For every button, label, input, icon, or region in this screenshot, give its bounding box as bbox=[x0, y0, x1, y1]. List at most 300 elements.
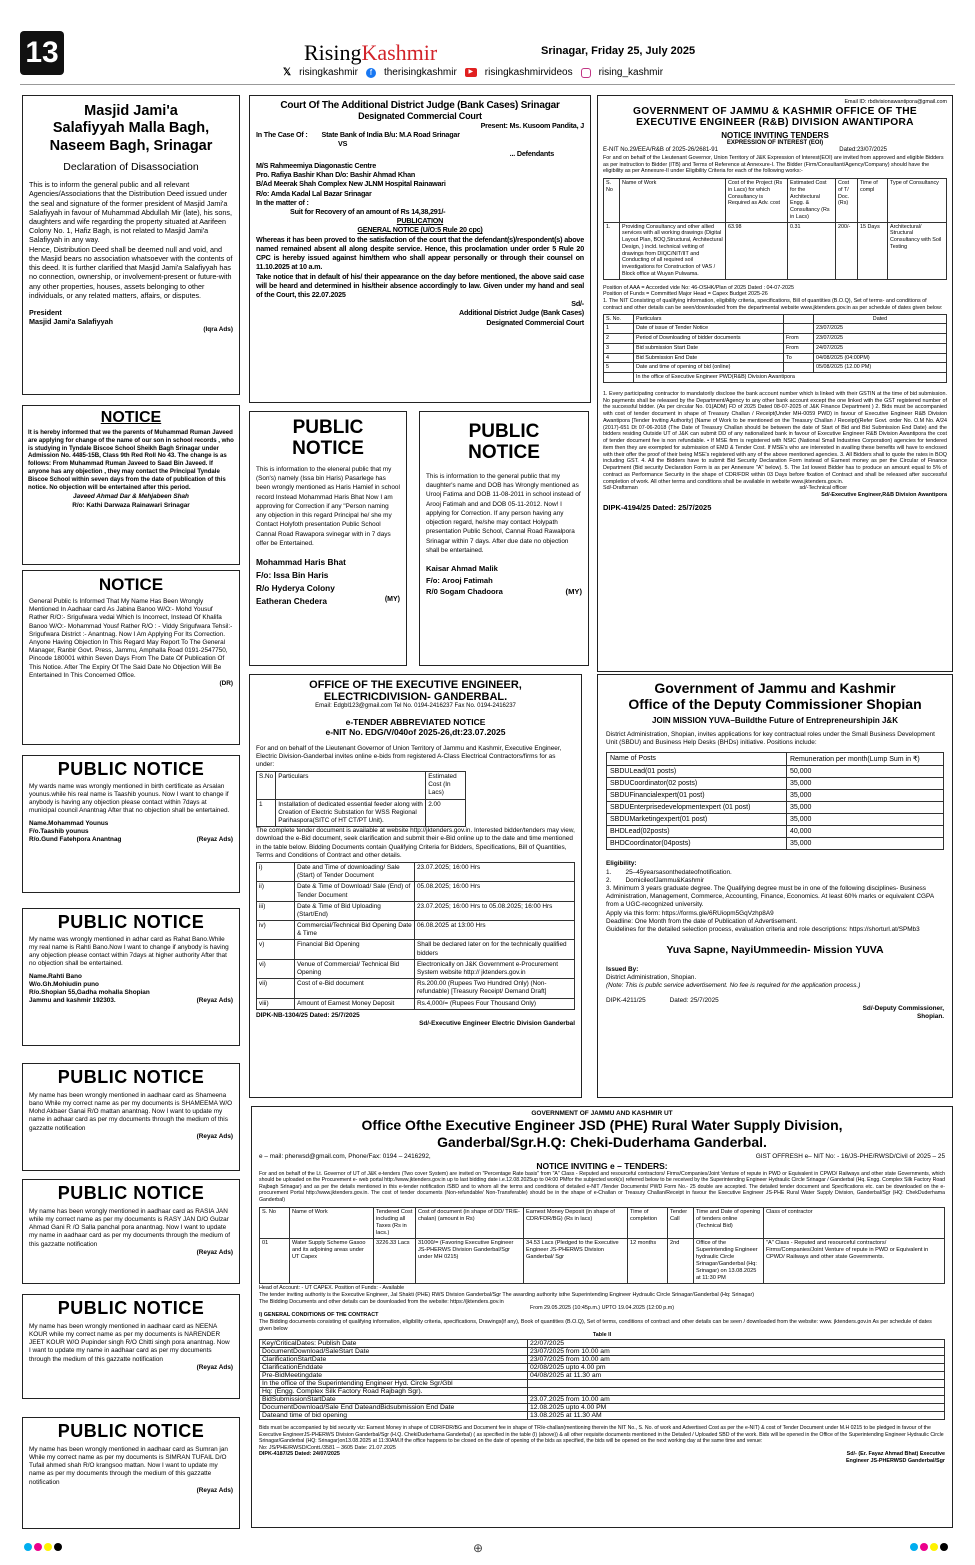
table-row bbox=[260, 1356, 945, 1364]
court-matter: In the matter of : bbox=[256, 197, 309, 207]
table-cell: 35,000 bbox=[787, 838, 944, 850]
son-notice-sign-2: F/o: Issa Bin Haris bbox=[256, 570, 329, 581]
ad-court-notice bbox=[249, 95, 591, 403]
court-line-2: Pro. Rafiya Bashir Khan D/o: Bashir Ahmad Khan bbox=[256, 170, 416, 180]
table-cell: 200/- bbox=[836, 222, 858, 279]
rnb-sign-3: Sd/-Executive Engineer,R&B Division Awantipora bbox=[821, 492, 947, 498]
table-cell: SBDULead(01 posts) bbox=[607, 766, 787, 778]
rnb-dated: Dated:23/07/2025 bbox=[839, 147, 887, 154]
phe-dates-table bbox=[259, 1339, 945, 1420]
brand-rising: Rising bbox=[304, 40, 362, 65]
electric-td-cost: 2.00 bbox=[426, 799, 466, 827]
table-cell: 0.31 bbox=[788, 222, 836, 279]
phe-footer: Bids must be accompanied by bid security viz: Earnest Money in shape of CDR/FDR/BG and Document fee in shape of TR/e-challan(mentioning therein the NIT No., S. No. of work and Advertised Cost as per the e-NIT) & cost of Tender Document under M.H 0215 to be pledged in favour of the Executive EngineerJS-PHERWS Division Ganderbal/Sgr (H.Q. ChekiDuderhama Ganderbal) ( as specified in the table (I) (above)) & all other requisite documents mentioned in the Detailed / Uploaded SBD of the work. Bids will be opened in the Office of the Superintending Engineer Hydraulic Circle Srinagar/Ganderbal (HQ: Srinagar)on13.08.2025 at 11:30AM.If the office happens to be closed on the date of opening of the bids as specified, the bids will be opened on the next working day at the same time and venue: bbox=[259, 1425, 944, 1445]
table-row bbox=[257, 921, 575, 940]
pn1-body: My wards name was wrongly mentioned in birth certificate as Arsalan younus.while his real name is Taashib younus. Now I want to change if anybody is having any objection please contact within 7days at municipal council Anantnag After that no objection shall be entertained. bbox=[29, 782, 230, 815]
table-cell: To bbox=[784, 353, 814, 363]
table-cell: Time of completion bbox=[628, 1208, 668, 1239]
table-row bbox=[260, 1404, 945, 1412]
shopian-intro: District Administration, Shopian, invites applications for key contractual roles under the Small Business Development Unit (SBDU) and Business Help Desks (BHDs) initiative. Positions include: bbox=[606, 731, 935, 747]
pn6-body: My name has been wrongly mentioned in aadhaar card as Sumran jan While my correct name as per my documents is SIMRAN TUFAIL D/O Tufail ahmed shah R/O krangsoo mattan. Now I want to update my name as per my documents through the medium of this gazzatte notification bbox=[29, 1445, 228, 1486]
social-facebook[interactable]: therisingkashmir bbox=[383, 67, 457, 78]
table-cell: 1 bbox=[604, 324, 634, 334]
table-cell: 04/08/2025 (04:00PM) bbox=[814, 353, 947, 363]
court-line-1: M/S Rahmeemiya Diagonastic Centre bbox=[256, 160, 377, 170]
table-cell: Date and Time of downloading/ Sale (Start) of Tender Document bbox=[295, 862, 415, 881]
masjid-sign-2: Masjid Jami'a Salafiyyah bbox=[29, 317, 114, 327]
table-cell: Architectural/ Structural Consultancy with Soil Testing bbox=[888, 222, 947, 279]
phe-title-2: Ganderbal/Sgr.H.Q: Cheki-Duderhama Ganderbal. bbox=[437, 1133, 767, 1150]
table-cell: Period of Downloading of bidder documents bbox=[634, 334, 784, 344]
phe-bidding: The Bidding Documents and other details can be downloaded from the website: https://jktenders.gov.in bbox=[259, 1298, 504, 1305]
facebook-icon: f bbox=[366, 68, 376, 78]
electric-td-work: Installation of dedicated essential feeder along with Creation of Electric Substation for WSS Regional Parihaspora(SITC of HT CT/PT Unit). bbox=[276, 799, 426, 827]
table-row bbox=[257, 882, 575, 901]
ad-school-name-notice bbox=[22, 405, 240, 565]
electric-title-2: ELECTRICDIVISION- GANDERBAL. bbox=[323, 691, 508, 703]
table-row bbox=[260, 1340, 945, 1348]
shopian-dipk: DIPK-4211/25 bbox=[606, 996, 646, 1004]
table-cell: Pre-BidMeetingdate bbox=[260, 1372, 528, 1380]
social-instagram[interactable]: rising_kashmir bbox=[598, 67, 664, 78]
daughter-notice-ads: (MY) bbox=[565, 587, 582, 597]
phe-work-table bbox=[259, 1207, 945, 1284]
table-cell: 50,000 bbox=[787, 766, 944, 778]
pn3-ads: (Reyaz Ads) bbox=[196, 1132, 233, 1140]
court-sign-2: Designated Commercial Court bbox=[486, 317, 584, 327]
ad-shopian-mission-yuva bbox=[597, 674, 953, 1098]
court-suit: Suit for Recovery of an amount of Rs 14,38,291/- bbox=[290, 206, 446, 216]
rnb-notes: 1. Every participating contractor to mandatorily disclose the bank account number which is linked with their GSTIN at the time of bid submission. No payments shall be released by the Department/Agency to any other bank account except the one linked with the GST registered number of the successful bidder. (As per circular No. 01(ADM) FD of 2025 Dated 08-07-2025 of J&K Finance Department ) 2. Bids must be accompanied with cost of tender document in shape of Treasury Challan / Receipt(Under MH-0059 PWD) in favour of Executive Engineer R&B Division Awantipora [Tender Inviting Authority] (Name of Work to be mentioned on the Treasury Challan / Receipt)(Refer Govt. order No. O.M No. A/24 (2017)-651 Dt 07-06-2018 (The Date of Treasury Challan should be between the date of Start of Bid and Bid Submission End Date) and the bidders residing Outside UT of J&K can submit DD of any nationalized bank in favour of Executive Engineer R&B Division Awantipora the cost of tender document fee is non refundable. • If MSE firm is registered with NSIC (National Small Industries Corporation) agencies for tendered item then they are exempted for submission of EMD & Tender Cost. If MSE's who are interested in availing these benefits will have to enclosed with their offer the proof of their being MSE's registered with any of the above mentioned agencies. 3. All Bidders shall to quote the rates in BOQ including GST. 4. All the Bidders have to submit Bid Security Declaration Form instead of Earnest money as per the Circular of Finance Department (Bid security Declaration Form is as per Annexure "A" below). 5. The 1st lowest Bidder has to produce an amount equal to 5% of contract as Performance Security in the shape of CDR/FDR within 03 Days before fixation of Contract and shall be released after successful completion of work. All other terms and conditions shall be available in website www.jktenders.gov.in. bbox=[603, 390, 947, 485]
table-cell: 63.98 bbox=[726, 222, 788, 279]
son-notice-ads: (MY) bbox=[384, 595, 400, 603]
table-cell: iii) bbox=[257, 901, 295, 920]
table-cell: Venue of Commercial/ Technical Bid Opening bbox=[295, 959, 415, 978]
table-cell: In the office of the Superintending Engineer Hyd. Circle Sgr/Gbl bbox=[260, 1380, 528, 1388]
shopian-deadline: Deadline: One Month from the date of Publication of Advertisement. bbox=[606, 917, 798, 925]
electric-title-1: OFFICE OF THE EXECUTIVE ENGINEER, bbox=[309, 679, 522, 691]
table-cell: SBDUMarketingexpert(01 post) bbox=[607, 814, 787, 826]
ad-electric-division-tender bbox=[249, 674, 582, 1098]
ad-aadhaar-notice bbox=[22, 570, 240, 745]
table-cell: iv) bbox=[257, 921, 295, 940]
aadhaar-notice-ads: (DR) bbox=[219, 679, 233, 687]
table-cell: viii) bbox=[257, 998, 295, 1009]
table-cell: BHDLead(02posts) bbox=[607, 826, 787, 838]
pn4-ads: (Reyaz Ads) bbox=[196, 1248, 233, 1256]
table-cell: 35,000 bbox=[787, 802, 944, 814]
phe-gc-1: The Bidding documents consisting of qualifying information, eligibility criteria, specifications, Drawings(if any), Book of quantities (B.O.Q), Set of terms, conditions of contract and other details can be seen / downloaded from the website: www. jktenders.gov.in As per schedule of dates given below bbox=[259, 1318, 932, 1332]
table-cell: Shall be declared later on for the technically qualified bidders bbox=[415, 940, 575, 959]
table-cell: 23.07.2025 from 10.00 am bbox=[528, 1396, 945, 1404]
table-row bbox=[260, 1372, 945, 1380]
court-line-3: B/Ad Meerak Shah Complex New JLNM Hospital Rainawari bbox=[256, 179, 446, 189]
electric-sign: Sd/-Executive Engineer Electric Division Ganderbal bbox=[419, 1019, 575, 1027]
table-cell: ClarificationEnddate bbox=[260, 1364, 528, 1372]
pn2-body: My name was wrongly mentioned in adhar card as Rahat Bano.While my real name is Rahti Bano.Now I want to change if anybody is having any objection please contact within 7days at higher authority After that no objection shall be entertained. bbox=[29, 935, 229, 968]
pn2-sign-3: R/o.Shopian 55,Gadha mohalla Shopian bbox=[29, 988, 150, 996]
phe-email: e – mail: pherwsd@gmail.com, Phone/Fax: 0194 – 2416292, bbox=[259, 1152, 431, 1160]
table-cell: vii) bbox=[257, 979, 295, 998]
shopian-elig-2: 2. DomicileofJammu&Kashmir bbox=[606, 876, 705, 884]
ad-phe-ganderbal-tender bbox=[251, 1106, 953, 1528]
shopian-dated: Dated: 25/7/2025 bbox=[669, 996, 719, 1004]
table-cell: 23/07/2025 from 10.00 am bbox=[528, 1348, 945, 1356]
table-cell: 24/07/2025 bbox=[814, 343, 947, 353]
table-row bbox=[257, 901, 575, 920]
ad-public-notice-4 bbox=[22, 1179, 240, 1284]
table-cell: DocumentDownload/Sale End DateandBidsubmission End Date bbox=[260, 1404, 528, 1412]
table-cell: Providing Consultancy and other allied services with all working drawings (Digital Layout Plan, BOQ,Structural, Architectural Design, ) incld. technical vetting of drawings from DIQC/NIT/IIT and Conducting of all required soil investigations for Construction of VAS / Block office at Wuyan Pulwama. bbox=[620, 222, 726, 279]
rnb-title-4: EXPRESSION OF INTEREST (EOI) bbox=[726, 139, 824, 146]
table-cell: S. No bbox=[260, 1208, 290, 1239]
table-cell: 3 bbox=[604, 343, 634, 353]
phe-authority: The tender inviting authority is the Executive Engineer, Jal Shakti (PHE) RWS Division Ganderbal/Sgr The awarding authority isthe Superintending Engineer Hydraulic Circle Srinagar/Ganderbal (Hq: Srinagar) bbox=[259, 1291, 755, 1298]
table-cell: 5 bbox=[604, 363, 634, 373]
table-row bbox=[607, 802, 944, 814]
table-cell: 22/07/2025 bbox=[528, 1340, 945, 1348]
shopian-apply[interactable]: Apply via this form: https://forms.gle/6RUiopm5GqVzhp8A9 bbox=[606, 909, 774, 917]
table-cell: 23/07/2025 bbox=[814, 324, 947, 334]
shopian-sign-2: Shopian. bbox=[917, 1013, 944, 1020]
phe-from: From 29.05.2025 (10:45p.m.) UPTO 19.04.2025 (12:00 p.m) bbox=[529, 1305, 675, 1312]
daughter-notice-title-1: PUBLIC bbox=[468, 421, 540, 442]
table-row bbox=[604, 363, 947, 373]
table-row bbox=[257, 940, 575, 959]
table-cell bbox=[784, 363, 814, 373]
table-cell: Date of issue of Tender Notice bbox=[634, 324, 784, 334]
table-cell: i) bbox=[257, 862, 295, 881]
aadhaar-notice-body: General Public Is Informed That My Name Has Been Wrongly Mentioned In Aadhaar card As Jabina Banoo W/O:- Mohd Yousuf Rather R/O:- Srigufwara vedai Which Is Incorrect, Instead Of Khalifa Banoo W/O:- Mohammad Yousf Rather R/O : - Viddy Srigufwara Tehsil:- Srigufwara District :- Anantnag. Now I Am Applying For Its Correction. Anyone Having Objection In This Regard May Report To The General Manager, Ranbir Govt. Press, Jammu, Amphalla Road 0191-2547750, Pincode 180001 within Seven Days From The Date Of Publication Of This Notice. After The Expiry Of The Said Date No Objection Will Be Entertained In This Concerned Office. bbox=[29, 598, 233, 679]
table-cell: Cost of e-Bid document bbox=[295, 979, 415, 998]
table-cell: 23/07/2025 bbox=[814, 334, 947, 344]
ad-public-notice-5 bbox=[22, 1294, 240, 1399]
table-cell: Cost of the Project (Rs in Lacs) for which Consultancy is Required as Adv. cost bbox=[726, 179, 788, 223]
table-cell: 4 bbox=[604, 353, 634, 363]
table-cell: 35,000 bbox=[787, 790, 944, 802]
table-row bbox=[260, 1348, 945, 1356]
table-cell: Time and Date of opening of tenders online (Technical Bid) bbox=[694, 1208, 764, 1239]
masjid-para-2: Hence, Distribution Deed shall be deemed null and void, and the Masjid bears no association whatsoever with the contents of this deed. It is further clarified that Masjid Jami'a Salafiyyah has no connection, ownership, or involvement-present or future-with any other properties, houses, assets belonging to other individuals, or any related matters, affairs, or disputes. bbox=[29, 244, 233, 300]
pn5-title: PUBLIC NOTICE bbox=[57, 1298, 205, 1318]
table-row bbox=[257, 862, 575, 881]
table-cell: 12 months bbox=[628, 1239, 668, 1284]
table-cell: 40,000 bbox=[787, 826, 944, 838]
table-cell: 15 Days bbox=[858, 222, 888, 279]
table-cell: Date & Time of Bid Uploading (Start/End) bbox=[295, 901, 415, 920]
shopian-issued: Issued By: bbox=[606, 966, 639, 974]
masjid-ads: (Iqra Ads) bbox=[203, 326, 233, 334]
court-party-1: State Bank of India B/u: M.A Road Srinagar bbox=[321, 130, 460, 140]
table-cell: 34.53 Lacs (Pledged to the Executive Engineer JS-PHERWS Division Ganderbal/ Sgr bbox=[524, 1239, 628, 1284]
masjid-title-3: Naseem Bagh, Srinagar bbox=[49, 137, 213, 154]
daughter-notice-sign-1: Kaisar Ahmad Malik bbox=[426, 564, 498, 574]
dateline: Srinagar, Friday 25, July 2025 bbox=[541, 45, 696, 57]
table-row bbox=[607, 826, 944, 838]
court-present: Present: Ms. Kusoom Pandita, J bbox=[480, 121, 584, 130]
table-cell: ii) bbox=[257, 882, 295, 901]
electric-dipk: DIPK-NB-1304/25 Dated: 25/7/2025 bbox=[256, 1011, 360, 1019]
table-cell: 12.08.2025 upto 4.00 PM bbox=[528, 1404, 945, 1412]
pn1-title: PUBLIC NOTICE bbox=[57, 759, 205, 779]
electric-td-sno: 1 bbox=[257, 799, 276, 827]
registration-cross-left: ⊕ bbox=[473, 1541, 484, 1555]
masjid-title-1: Masjid Jami'a bbox=[84, 103, 178, 119]
table-row bbox=[260, 1380, 945, 1388]
court-title-2: Designated Commercial Court bbox=[358, 111, 482, 121]
table-cell: Amount of Earnest Money Deposit bbox=[295, 998, 415, 1009]
table-cell: 04/08/2025 at 11.30 am bbox=[528, 1372, 945, 1380]
table-cell: In the office of Executive Engineer PWD(R&B) Division Awantipora bbox=[634, 373, 947, 383]
table-cell: Particulars bbox=[634, 314, 784, 324]
shopian-sign-1: Sd/-Deputy Commissioner, bbox=[862, 1004, 944, 1012]
table-cell: v) bbox=[257, 940, 295, 959]
pn2-sign-4: Jammu and kashmir 192303. bbox=[29, 997, 116, 1005]
shopian-elig-3: 3. Minimum 3 years graduate degree. The Qualifying degree must be in one of the following disciplines- Business Administration, Management, Commerce, Accounting, Finance, Economics. At least 60% marks or equivalent CGPA from a UGC-recognized university. bbox=[606, 884, 934, 909]
shopian-title-1: Government of Jammu and Kashmir bbox=[654, 680, 896, 696]
electric-th-particulars: Particulars bbox=[276, 772, 426, 800]
social-bar bbox=[283, 67, 663, 78]
pn1-sign-3: R/o.Gund Fatehpora Anantnag bbox=[29, 835, 122, 843]
school-notice-sign-1: Javeed Ahmad Dar & Mehjabeen Shah bbox=[73, 493, 189, 501]
phe-head-account: Head of Account: - UT CAPEX. Position of Funds: - Available bbox=[259, 1285, 405, 1292]
table-cell: BHDCoordinator(04posts) bbox=[607, 838, 787, 850]
table-cell: 23/07/2025 from 10.00 am bbox=[528, 1356, 945, 1364]
rnb-email: Email ID: rbdivisionawantipora@gmail.com bbox=[844, 99, 947, 105]
table-cell: 02/08/2025 upto 4.00 pm bbox=[528, 1364, 945, 1372]
table-cell: Key/CriticalDates: Publish Date bbox=[260, 1340, 528, 1348]
shopian-note: (Note: This is public service advertisement. No fee is required for the application process.) bbox=[606, 982, 861, 990]
table-row bbox=[260, 1208, 945, 1239]
court-title-1: Court Of The Additional District Judge (Bank Cases) Srinagar bbox=[280, 100, 560, 111]
court-sign-1: Additional District Judge (Bank Cases) bbox=[459, 308, 584, 318]
masjid-subtitle: Declaration of Disassociation bbox=[63, 161, 199, 174]
pn1-sign-2: F/o.Taashib younus bbox=[29, 827, 89, 835]
pn2-ads: (Reyaz Ads) bbox=[196, 997, 233, 1005]
table-row bbox=[604, 343, 947, 353]
table-cell: From bbox=[784, 343, 814, 353]
table-cell: Rs.4,000/= (Rupees Four Thousand Only) bbox=[415, 998, 575, 1009]
masjid-para-1: This is to inform the general public and all relevant Agencies/Associations that the Distribution Deed issued under the seal and signature of the former president of Masjid Jami'a Salafiyyah in favour of Muhammad Abdullah Mir (late), his sons, daughters and wife regarding the property situated at Aarifeen Colony No. 1, Hafiz Bagh, is not related to Masjid Jami'a Salafiyyah in any way. bbox=[29, 180, 232, 245]
table-cell: vi) bbox=[257, 959, 295, 978]
pn1-ads: (Reyaz Ads) bbox=[196, 835, 233, 843]
table-cell: S. No. bbox=[604, 314, 634, 324]
table-cell: 2 bbox=[604, 334, 634, 344]
electric-dates-table bbox=[256, 862, 575, 1010]
shopian-guidelines: Guidelines for the detailed selection process, evaluation criteria and role descriptions: https://shorturl.at/SPMb3 bbox=[606, 925, 920, 933]
daughter-notice-title-2: NOTICE bbox=[468, 441, 540, 463]
table-cell: Type of Consultancy bbox=[888, 179, 947, 223]
ad-public-notice-1 bbox=[22, 755, 240, 893]
school-notice-title: NOTICE bbox=[100, 409, 162, 426]
table-cell: Bid submission Start Date bbox=[634, 343, 784, 353]
electric-th-cost: Estimated Cost (In Lacs) bbox=[426, 772, 466, 800]
son-notice-sign-1: Mohammad Haris Bhat bbox=[256, 557, 346, 568]
phe-dipk: DIPK-4187/25 Dated: 24/07/2025 bbox=[259, 1451, 340, 1458]
table-cell: Commercial/Technical Bid Opening Date & Time bbox=[295, 921, 415, 940]
table-cell: Office of the Superintending Engineer hydraulic Circle Srinagar/Ganderbal (Hq: Srinagar) on 13.08.2025 at 11:30 PM bbox=[694, 1239, 764, 1284]
son-notice-title-2: NOTICE bbox=[292, 437, 364, 459]
son-notice-sign-4: Eatheran Chedera bbox=[256, 595, 328, 606]
masthead-rule bbox=[20, 84, 955, 85]
table-row bbox=[604, 222, 947, 279]
phe-title-1: Office Ofthe Executive Engineer JSD (PHE) Rural Water Supply Division, bbox=[361, 1117, 843, 1133]
phe-sign-1: Sd/- (Er. Fayaz Ahmad Bhat) Executive bbox=[846, 1451, 945, 1458]
table-cell: Estimated Cost for the Architectural Engg. & Consultancy (Rs in Lacs) bbox=[788, 179, 836, 223]
pn6-ads: (Reyaz Ads) bbox=[196, 1486, 233, 1494]
table-cell bbox=[784, 314, 814, 324]
table-cell: 05/08/2025 (12.00 PM) bbox=[814, 363, 947, 373]
social-x[interactable]: risingkashmir bbox=[299, 67, 358, 78]
rnb-position-1: Position of AAA = Accorded vide No: 46-OSHK/Plan of 2025 Dated : 04-07-2025 bbox=[603, 284, 795, 291]
table-cell: DocumentDownload/SaleStart Date bbox=[260, 1348, 528, 1356]
electric-th-sno: S.No bbox=[257, 772, 276, 800]
pn3-body: My name has been wrongly mentioned in aadhaar card as Shameena bano While my correct name as per my documents is SHAMEEMA W/O Mohd Akbaer Ganai R/O mattan anantnag. Now I want to update my name in adhaar card as per my documents through the medium of this gazzatte notification bbox=[29, 1091, 233, 1132]
rnb-nit: E-NIT No.29/EEA/R&B of 2025-26/2681-91 bbox=[603, 147, 718, 154]
table-cell: 1. bbox=[604, 222, 620, 279]
rnb-intro: For and on behalf of the Lieutenant Governor, Union Territory of J&K Expression of Interest(EOI) are invited from approved and eligible Bidders as per instruction to Bidder (ITB) and Terms of Reference at Annexure-I. The Bidder (Firm/Consultant/Agency/Company) should have the eligibility as per Annexure-II under Eligibility Criteria for each of the following works:- bbox=[603, 154, 944, 175]
court-defendants: ... Defendants bbox=[509, 148, 554, 158]
shopian-title-3: JOIN MISSION YUVA–Buildthe Future of Entrepreneurshipin J&K bbox=[652, 716, 898, 725]
ad-public-notice-3 bbox=[22, 1063, 240, 1171]
table-row bbox=[257, 979, 575, 998]
table-cell: Name of Work bbox=[290, 1208, 374, 1239]
phe-gc: I) GENERAL CONDITIONS OF THE CONTRACT bbox=[259, 1312, 379, 1319]
table-cell: 35,000 bbox=[787, 778, 944, 790]
ad-masjid-declaration bbox=[22, 95, 240, 395]
table-cell bbox=[528, 1380, 945, 1388]
pn4-body: My name has been wrongly mentioned in aadhaar card as RASIA JAN while my correct name as per my documents is RASY JAN D/O Gulzar Ahmad Gani R /O Salla panchal pora anantnag. Now I want to update my name in aadhaar card as per my documents through the medium of this gazzatte notification bbox=[29, 1207, 231, 1248]
table-row bbox=[607, 766, 944, 778]
table-row bbox=[604, 324, 947, 334]
court-body-1: Whereas it has been proved to the satisfaction of the court that the defendant(s)/respondent(s) above named remained absent all along despite service. Hence, this proclamation under order 5 Rule 20 CPC is hereby issued against him/them who shall appear personally or through their counsel on 11.10.2025 at 10 a.m. bbox=[256, 234, 584, 272]
pn4-title: PUBLIC NOTICE bbox=[57, 1183, 205, 1203]
shopian-slogan: Yuva Sapne, NayiUmmeedin- Mission YUVA bbox=[666, 944, 884, 957]
phe-no: No: JS/PHE/RWSD/Contt./3581 – 3605 Date: 21.07.2025 bbox=[259, 1444, 396, 1451]
pn5-body: My name has been wrongly mentioned in aadhaar card as NEENA KOUR while my correct name as per my documents is NARENDER JEET KOUR W/O Pupinder singh R/O Chitti singh pora anantnag. Now I want to update my name in aadhaar card as per my documents through the medium of this gazzatte notification bbox=[29, 1322, 230, 1363]
rnb-sign-2: sd/-Technical officer bbox=[799, 485, 847, 492]
school-notice-sign-2: R/o: Kathi Darwaza Rainawari Srinagar bbox=[72, 501, 190, 509]
table-cell: SBDUCoordinator(02 posts) bbox=[607, 778, 787, 790]
table-cell: Dated bbox=[814, 314, 947, 324]
rnb-title-1: GOVERNMENT OF JAMMU & KASHMIR OFFICE OF THE bbox=[633, 105, 917, 117]
table-cell bbox=[528, 1388, 945, 1396]
social-youtube[interactable]: risingkashmirvideos bbox=[484, 67, 573, 78]
son-notice-sign-3: R/o Hyderya Colony bbox=[256, 583, 335, 594]
table-cell: Hq: (Engg. Complex Silk Factory Road Rajbagh Sgr). bbox=[260, 1388, 528, 1396]
table-cell: Tendered Cost including all Taxes (Rs in lacs.) bbox=[374, 1208, 416, 1239]
phe-gist: GIST OFFRESH e– NIT No: - 16/JS-PHE/RWSD/Civil of 2025 – 25 bbox=[755, 1152, 945, 1160]
ad-rnb-awantipora-tender bbox=[597, 95, 953, 672]
phe-title-0: GOVERNMENT OF JAMMU AND KASHMIR UT bbox=[531, 1110, 673, 1117]
court-line-4: R/o: Amda Kadal Lal Bazar Srinagar bbox=[256, 188, 372, 198]
table-cell: 35,000 bbox=[787, 814, 944, 826]
table-cell: 23.07.2025; 16:00 Hrs bbox=[415, 862, 575, 881]
table-row bbox=[607, 778, 944, 790]
shopian-elig: Eligibility: bbox=[606, 860, 637, 868]
table-cell: 06.08.2025 at 13:00 Hrs bbox=[415, 921, 575, 940]
page-number: 13 bbox=[20, 31, 64, 75]
son-notice-title-1: PUBLIC bbox=[292, 417, 364, 438]
masjid-title-2: Salafiyyah Malla Bagh, bbox=[52, 120, 210, 137]
table-row bbox=[260, 1412, 945, 1420]
table-cell: Financial Bid Opening bbox=[295, 940, 415, 959]
table-row bbox=[257, 998, 575, 1009]
phe-intro: For and on behalf of the Lt. Governor of UT of J&K e-tenders (Two cover System) are invited on "Percentage Rate basis" from "A" Class - Reputed and resourceful contractors/ Firms/Companies/Joint Venture of repute in PWD or Equivalent in CPWD/ Railways and other state Governments, which should be uploaded on the Procurement e- web portal http://www.jktenders.gov.in up to last bidding date i.e.12.08.2025up to 04:00 PMfor the subjected work(s) referred below to be received by the Superintending Engineer Hydraulic Circle Srinagar / Ganderbal (Hq. Engg. Complex Silk Factory Road Rajbagh Srinagar) and as per the details mentioned in this e-tender notification /SBD and to whom all the terms and conditions of detailed e-NIT /Tender Documents/ PWD Form No.- 25 double are accepted. The detailed tender document and Specifications etc. can be downloaded on the e-procurement Portal http://www.jktenders.gov.in. The cost of tender documents (Non-refundable/ Non-Transferable) should be in the shape of e-Challan or Treasury Challan/Receipt in favour the Executive Engineer JS-PHE Rural Water Supply Division, Ganderbal/Sgr (HQ: ChekDuderhama Ganderbal) bbox=[259, 1170, 945, 1203]
ad-public-notice-son bbox=[249, 411, 407, 666]
court-body-2: Take notice that in default of his/ their appearance on the day before mentioned, the above said case will be heard and determined in his/their absence accordingly to law. Given under my hand and seal of the Court, this 22.07.2025 bbox=[256, 271, 584, 299]
table-cell: Electronically on J&K Government e-Procurement System website http:// jktenders.gov.in bbox=[415, 959, 575, 978]
table-cell: "A" Class - Reputed and resourceful contractors/ Firms/Companies/Joint Venture of repute in PWD or Equivalent in CPWD/ Railways and other state Governments. bbox=[764, 1239, 945, 1284]
shopian-title-2: Office of the Deputy Commissioner Shopian bbox=[628, 696, 922, 712]
ad-public-notice-6 bbox=[22, 1417, 240, 1529]
table-row bbox=[260, 1388, 945, 1396]
phe-sign-2: Engineer JS-PHERWSD Ganderbal/Sgr bbox=[845, 1458, 945, 1465]
table-cell bbox=[784, 324, 814, 334]
court-sd: Sd/- bbox=[571, 299, 584, 309]
table-cell: Dateand time of bid opening bbox=[260, 1412, 528, 1420]
table-cell: From bbox=[784, 334, 814, 344]
ad-public-notice-daughter bbox=[419, 411, 589, 666]
table-cell: S. No bbox=[604, 179, 620, 223]
rnb-sign-1: Sd/-Draftsman bbox=[603, 485, 638, 492]
daughter-notice-sign-2: F/o: Arooj Fatimah bbox=[426, 575, 493, 585]
rnb-dipk: DIPK-4194/25 Dated: 25/7/2025 bbox=[603, 502, 712, 512]
table-cell: Name of Posts bbox=[607, 753, 787, 766]
rnb-work-table bbox=[603, 178, 947, 280]
table-cell: Tender Call bbox=[668, 1208, 694, 1239]
table-row bbox=[607, 814, 944, 826]
pn5-ads: (Reyaz Ads) bbox=[196, 1363, 233, 1371]
brand-logo bbox=[304, 40, 437, 66]
x-icon: 𝕏 bbox=[283, 67, 292, 78]
rnb-note-1: 1. The NIT Consisting of qualifying information, eligibility criteria, specifications, Bill of quantities (B.O.Q), Set of terms- and conditions of contract and other details can be seen/downloaded from the departmental website www.jktenders.gov.in as per schedule of dates given below: bbox=[603, 298, 943, 311]
table-cell: 05.08.2025; 16:00 Hrs bbox=[415, 882, 575, 901]
pn3-title: PUBLIC NOTICE bbox=[57, 1067, 205, 1087]
table-cell: Bid Submission End Date bbox=[634, 353, 784, 363]
table-cell: Time of compl bbox=[858, 179, 888, 223]
table-row bbox=[260, 1396, 945, 1404]
pn6-title: PUBLIC NOTICE bbox=[57, 1421, 205, 1441]
table-row bbox=[257, 959, 575, 978]
electric-title-4: e-NIT No. EDG/V/040of 2025-26,dt:23.07.2025 bbox=[325, 726, 506, 737]
registration-marks-left bbox=[24, 1543, 62, 1552]
school-notice-body: It is hereby informed that we the parents of Muhammad Ruman Javeed are applying for change of the name of our son in school records , who is studying in Tyndale Biscoe School Sheikh Bagh Srinagar under Admission No. 4485-15B, Class 9th Red Roll No 43. The change is as follows: From Muhammad Ruman Javeed to Saad Bin Javeed. If anyone has any objection , they may contact the Principal Tyndale Biscoe School within seven days from the date of publication of this notice. No objection will be entertained after this period. bbox=[28, 429, 234, 491]
electric-mid: The complete tender document is available at website http://jktenders.gov.in. Interested bidder/tenders may view, download the e-Bid document, seek clarification and submit their e-Bid online up to the date and time mentioned in the table below. Bidding Documents contain Qualifying Criteria for Bidders, Specifications, Bill of Quantities, Terms and Conditions of Contract and other details. bbox=[256, 827, 575, 859]
court-publication: PUBLICATION bbox=[396, 216, 444, 226]
pn2-title: PUBLIC NOTICE bbox=[57, 912, 205, 932]
phe-table-ii: Table II bbox=[592, 1332, 612, 1339]
instagram-icon bbox=[581, 68, 591, 78]
table-row bbox=[604, 314, 947, 324]
table-row bbox=[607, 790, 944, 802]
table-cell: Remuneration per month(Lump Sum in ₹) bbox=[787, 753, 944, 766]
pn2-sign-2: W/o.Gh.Mohiudin puno bbox=[29, 980, 99, 988]
table-cell: Date & Time of Download/ Sale (End) of Tender Document bbox=[295, 882, 415, 901]
electric-title-3: e-TENDER ABBREVIATED NOTICE bbox=[345, 716, 486, 727]
electric-email: Email: Edgbl123@gmail.com Tel No. 0194-2416237 Fax No. 0194-2416237 bbox=[315, 703, 516, 709]
court-vs: VS bbox=[338, 139, 348, 149]
table-cell: BidSubmissionStartDate bbox=[260, 1396, 528, 1404]
rnb-position-2: Position of Funds = Committed Major Head = Capex Budget 2025-26 bbox=[603, 291, 768, 298]
table-cell: 31000/= (Favoring Executive Engineer JS-PHERWS Division Ganderbal/Sgr under MH 0215) bbox=[416, 1239, 524, 1284]
shopian-elig-1: 1. 25–45yearsasonthedateofnotification. bbox=[606, 868, 732, 876]
table-cell: ClarificationStartDate bbox=[260, 1356, 528, 1364]
masjid-sign-1: President bbox=[29, 308, 62, 318]
phe-title-3: NOTICE INVITING e – TENDERS: bbox=[536, 1160, 668, 1171]
table-cell: 3226.33 Lacs bbox=[374, 1239, 416, 1284]
table-cell: SBDUEnterprisedevelopmentexpert (01 post) bbox=[607, 802, 787, 814]
